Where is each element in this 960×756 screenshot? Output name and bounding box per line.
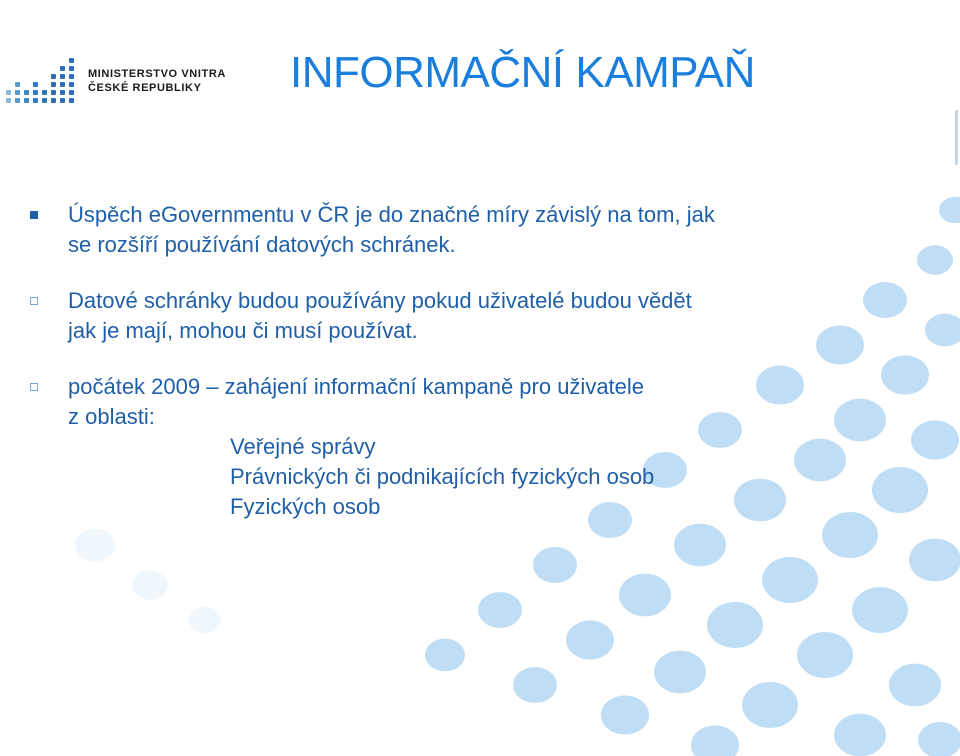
square-bullet-icon xyxy=(30,297,38,305)
logo-dot xyxy=(15,90,20,95)
background-dot xyxy=(762,557,818,603)
logo-dot xyxy=(6,98,11,103)
background-dot xyxy=(478,592,522,628)
sub-item: Právnických či podnikajících fyzických osob xyxy=(230,464,655,489)
logo-dot-mark-icon xyxy=(4,46,82,110)
background-dot xyxy=(674,524,726,567)
background-dot xyxy=(566,620,614,659)
background-dot xyxy=(601,695,649,734)
bullet-1-line-1: Úspěch eGovernmentu v ČR je do značné míry závislý na tom, jak xyxy=(68,202,715,227)
logo-dot xyxy=(60,98,65,103)
logo-dot xyxy=(51,90,56,95)
edge-bar xyxy=(955,110,958,165)
bullet-3-line-2: z oblasti: xyxy=(68,404,155,429)
bullet-list xyxy=(30,200,830,522)
bullet-item xyxy=(30,286,830,346)
logo-dot xyxy=(60,90,65,95)
background-dot xyxy=(619,574,671,617)
background-dot xyxy=(872,467,928,513)
background-dot xyxy=(939,197,960,223)
background-dot xyxy=(863,282,907,318)
logo-dot xyxy=(51,82,56,87)
logo-dot xyxy=(24,90,29,95)
logo-text xyxy=(88,67,226,95)
logo-dot xyxy=(24,98,29,103)
logo-dot xyxy=(60,74,65,79)
background-dot xyxy=(925,314,960,347)
sub-item: Veřejné správy xyxy=(230,434,376,459)
logo-dot xyxy=(69,98,74,103)
square-bullet-icon xyxy=(30,211,38,219)
bullet-2-line-2: jak je mají, mohou či musí používat. xyxy=(68,318,418,343)
logo-dot xyxy=(33,98,38,103)
background-dot xyxy=(909,539,960,582)
background-dot xyxy=(132,570,168,600)
sub-item: Fyzických osob xyxy=(230,494,381,519)
background-dot xyxy=(75,529,115,562)
background-dot xyxy=(189,607,221,633)
bullet-2-line-1: Datové schránky budou používány pokud uživatelé budou vědět xyxy=(68,288,692,313)
background-dot xyxy=(881,355,929,394)
background-dot xyxy=(654,651,706,694)
background-dot xyxy=(852,587,908,633)
square-bullet-icon xyxy=(30,383,38,391)
logo-dot xyxy=(15,82,20,87)
background-dot xyxy=(822,512,878,558)
logo-dot xyxy=(33,90,38,95)
logo-dot xyxy=(69,82,74,87)
logo-dot xyxy=(33,82,38,87)
page-title: INFORMAČNÍ KAMPAŇ xyxy=(290,48,755,97)
logo-line-2: ČESKÉ REPUBLIKY xyxy=(88,82,202,94)
bullet-1-line-2: se rozšíří používání datových schránek. xyxy=(68,232,456,257)
background-dot xyxy=(917,245,953,275)
logo-dot xyxy=(69,58,74,63)
logo-dot xyxy=(51,98,56,103)
background-dot xyxy=(889,664,941,707)
background-dot xyxy=(533,547,577,583)
logo-dot xyxy=(60,82,65,87)
logo-line-1: MINISTERSTVO VNITRA xyxy=(88,68,226,80)
logo-dot xyxy=(69,66,74,71)
background-dot xyxy=(707,602,763,648)
logo-dot xyxy=(42,98,47,103)
background-dot xyxy=(425,639,465,672)
bullet-3-line-1: počátek 2009 – zahájení informační kampaně pro uživatele xyxy=(68,374,645,399)
background-dot xyxy=(918,722,960,756)
bullet-item xyxy=(30,372,830,522)
background-dot xyxy=(691,725,739,756)
background-dot xyxy=(834,399,886,442)
logo-dot xyxy=(15,98,20,103)
background-dot xyxy=(742,682,798,728)
background-dot xyxy=(911,420,959,459)
background-dot xyxy=(513,667,557,703)
logo-dot xyxy=(69,90,74,95)
bullet-item xyxy=(30,200,830,260)
background-dot xyxy=(834,714,886,756)
logo-dot xyxy=(42,90,47,95)
logo-dot xyxy=(51,74,56,79)
logo-dot xyxy=(6,90,11,95)
background-dot xyxy=(797,632,853,678)
logo-dot xyxy=(60,66,65,71)
logo-dot xyxy=(69,74,74,79)
